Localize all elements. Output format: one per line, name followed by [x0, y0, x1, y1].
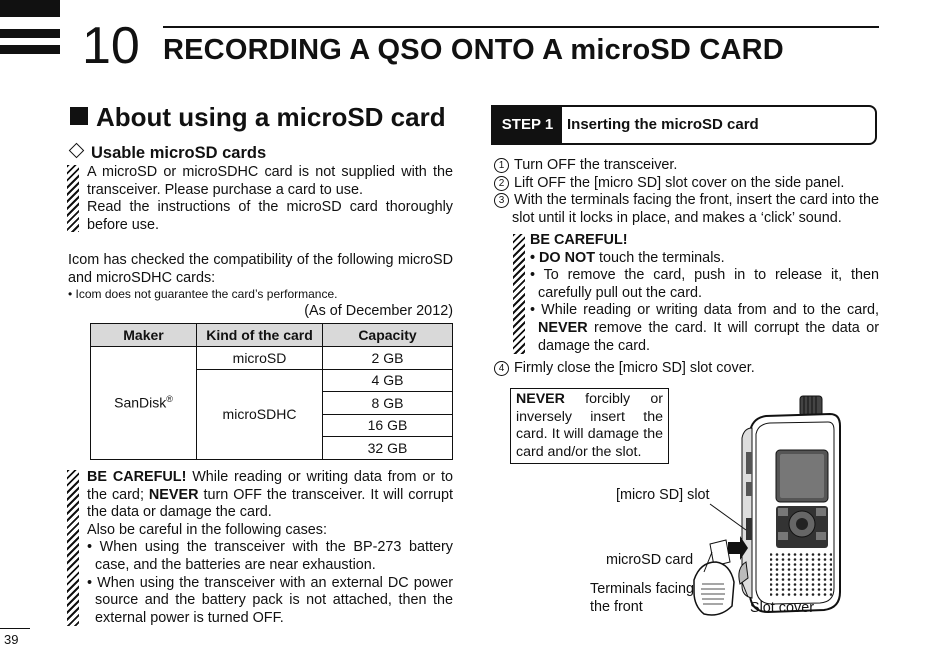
capacity-cell: 32 GB [323, 437, 453, 460]
chapter-number: 10 [82, 17, 140, 75]
chapter-title: RECORDING A QSO ONTO A microSD CARD [163, 34, 784, 66]
header-kind: Kind of the card [197, 324, 323, 347]
step-label: STEP 1 [493, 107, 562, 143]
cover-label: Slot cover [750, 600, 814, 616]
capacity-cell: 4 GB [323, 369, 453, 392]
step-header [491, 105, 877, 145]
caution-hatch-marker [67, 470, 79, 626]
kind-cell: microSD [197, 347, 323, 370]
step-item: 3 With the terminals facing the front, insert the card into the slot until it locks in place, and makes a ‘click’ sound. [494, 192, 879, 227]
caution-hatch-marker [513, 234, 525, 354]
table-row [91, 347, 453, 370]
terminals-label: Terminals facing the front [590, 581, 694, 615]
as-of-date: (As of December 2012) [304, 303, 453, 319]
square-bullet-icon [70, 107, 88, 125]
warning-box: NEVER forcibly or inversely insert the card. It will damage the card and/or the slot. [510, 388, 669, 464]
step-item: 1 Turn OFF the transceiver. [494, 157, 879, 175]
header-capacity: Capacity [323, 324, 453, 347]
disclaimer-text: • Icom does not guarantee the card’s performance. [68, 287, 338, 301]
capacity-cell: 8 GB [323, 392, 453, 415]
kind-cell: microSDHC [197, 369, 323, 459]
table-header-row [91, 324, 453, 347]
step-item: 2 Lift OFF the [micro SD] slot cover on the side panel. [494, 175, 879, 193]
page-number-rule [0, 628, 30, 629]
section-title: About using a microSD card [70, 102, 446, 133]
transceiver-illustration [690, 392, 890, 624]
header-maker: Maker [91, 324, 197, 347]
card-label: microSD card [606, 552, 694, 568]
subsection-title: Usable microSD cards [68, 144, 266, 163]
step-item: 4 Firmly close the [micro SD] slot cover. [494, 360, 879, 378]
capacity-cell: 16 GB [323, 414, 453, 437]
step-title: Inserting the microSD card [567, 116, 759, 133]
chapter-rule [163, 26, 879, 28]
note-hatch-marker [67, 165, 79, 232]
slot-label: [micro SD] slot [616, 487, 710, 503]
diamond-icon [69, 143, 85, 159]
capacity-cell: 2 GB [323, 347, 453, 370]
caution-paragraph: BE CAREFUL! While reading or writing data from or to the card; NEVER turn OFF the transceiver. It will corrupt the data or damage the card. Also be careful in the following cases: • When using the transceiver with the BP-273 battery case, and the batteries are near exhaustion. • When using the transceiver with an external DC power source and the battery pack is not attached, then the external power is turned OFF. [87, 469, 454, 626]
step-caution: BE CAREFUL! • DO NOT touch the terminals. • To remove the card, push in to release it, then carefully pull out the card. • While reading or writing data from and to the card, NEVER remove the card. It will corrupt the data or damage the card. [530, 232, 880, 354]
page-number: 39 [4, 632, 19, 647]
compatibility-table [90, 323, 453, 460]
maker-cell: SanDisk® [91, 347, 197, 460]
intro-paragraph: A microSD or microSDHC card is not supplied with the transceiver. Please purchase a card to use. Read the instructions of the microSD card thoroughly before use. [87, 164, 453, 233]
compatibility-text: Icom has checked the compatibility of the following microSD and microSDHC cards: [68, 252, 453, 286]
